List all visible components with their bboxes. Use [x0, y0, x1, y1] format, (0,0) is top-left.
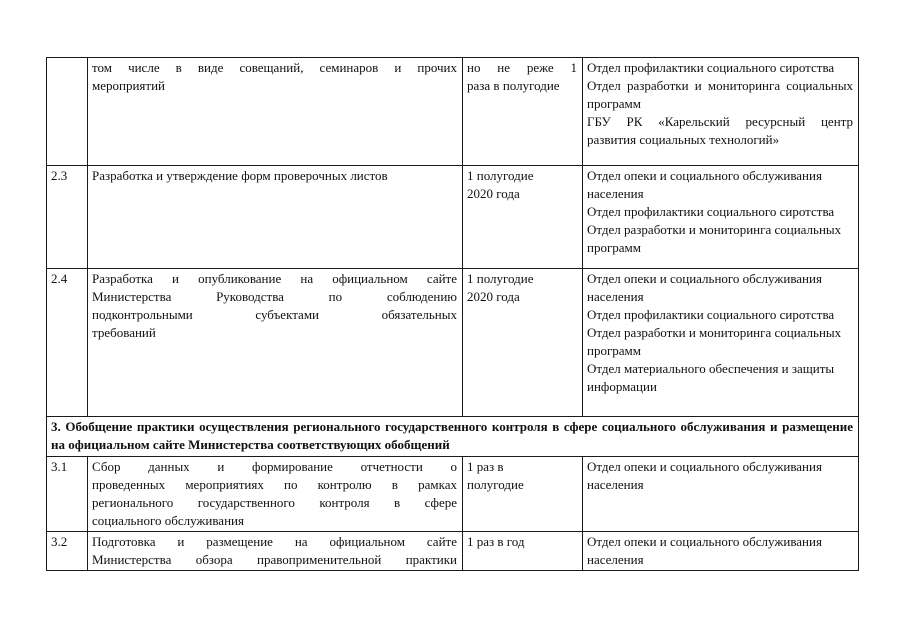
responsible-cell — [583, 269, 859, 417]
term-cell — [463, 532, 583, 571]
table-row — [47, 457, 859, 532]
term-cell — [463, 269, 583, 417]
term-line: раза в полугодие — [467, 78, 560, 93]
document-table — [46, 57, 859, 571]
row-number: 2.3 — [47, 166, 88, 269]
action-cell — [88, 166, 463, 269]
department: ГБУ РК «Карельский ресурсный центр развития социальных технологий» — [587, 114, 853, 147]
term-line: 1 раз в — [467, 459, 504, 474]
responsible-cell — [583, 58, 859, 166]
department: Отдел разработки и мониторинга социальных программ — [587, 325, 842, 358]
table-row — [47, 532, 859, 571]
term-line: но не реже 1 — [467, 60, 577, 75]
department: Отдел профилактики социального сиротства — [587, 307, 835, 322]
action-line: подконтрольными субъектами обязательных — [92, 307, 457, 322]
action-cell — [88, 58, 463, 166]
term-line: 2020 года — [467, 186, 520, 201]
section-row — [47, 417, 859, 457]
department: Отдел опеки и социального обслуживания населения — [587, 168, 822, 201]
action-line: Подготовка и размещение на официальном сайте — [92, 534, 457, 549]
action-line: требований — [92, 325, 156, 340]
term-line: полугодие — [467, 477, 524, 492]
action-line: Сбор данных и формирование отчетности о — [92, 459, 457, 474]
row-number — [47, 58, 88, 166]
action-line: регионального государственного контроля в сфере — [92, 495, 457, 510]
department: Отдел профилактики социального сиротства — [587, 60, 835, 75]
department: Отдел материального обеспечения и защиты информации — [587, 361, 835, 394]
term-cell — [463, 166, 583, 269]
table-row — [47, 269, 859, 417]
action-line: проведенных мероприятиях по контролю в рамках — [92, 477, 457, 492]
section-heading: 3. Обобщение практики осуществления регионального государственного контроля в сфере социального обслуживания и размещение на официальном сайте Министерства соответствующих обобщений — [47, 417, 859, 457]
action-line: мероприятий — [92, 78, 165, 93]
action-line: Разработка и опубликование на официальном сайте — [92, 271, 457, 286]
department: Отдел опеки и социального обслуживания населения — [587, 271, 822, 304]
department: Отдел разработки и мониторинга социальных программ — [587, 222, 842, 255]
term-cell — [463, 457, 583, 532]
row-number: 3.1 — [47, 457, 88, 532]
table-row — [47, 166, 859, 269]
term-line: 1 полугодие — [467, 271, 534, 286]
term-line: 1 раз в год — [467, 534, 525, 549]
action-cell — [88, 457, 463, 532]
responsible-cell — [583, 457, 859, 532]
action-line: Министерства обзора правоприменительной практики — [92, 552, 457, 567]
term-line: 1 полугодие — [467, 168, 534, 183]
action-cell — [88, 269, 463, 417]
department: Отдел опеки и социального обслуживания населения — [587, 459, 822, 492]
action-line: социального обслуживания — [92, 513, 244, 528]
row-number: 3.2 — [47, 532, 88, 571]
action-line: том числе в виде совещаний, семинаров и прочих — [92, 60, 457, 75]
action-cell — [88, 532, 463, 571]
action-line: Министерства Руководства по соблюдению — [92, 289, 457, 304]
table-row — [47, 58, 859, 166]
responsible-cell — [583, 532, 859, 571]
department: Отдел опеки и социального обслуживания населения — [587, 534, 822, 567]
department: Отдел профилактики социального сиротства — [587, 204, 835, 219]
term-cell — [463, 58, 583, 166]
department: Отдел разработки и мониторинга социальных программ — [587, 78, 853, 111]
responsible-cell — [583, 166, 859, 269]
row-number: 2.4 — [47, 269, 88, 417]
term-line: 2020 года — [467, 289, 520, 304]
action-line: Разработка и утверждение форм проверочных листов — [92, 168, 388, 183]
